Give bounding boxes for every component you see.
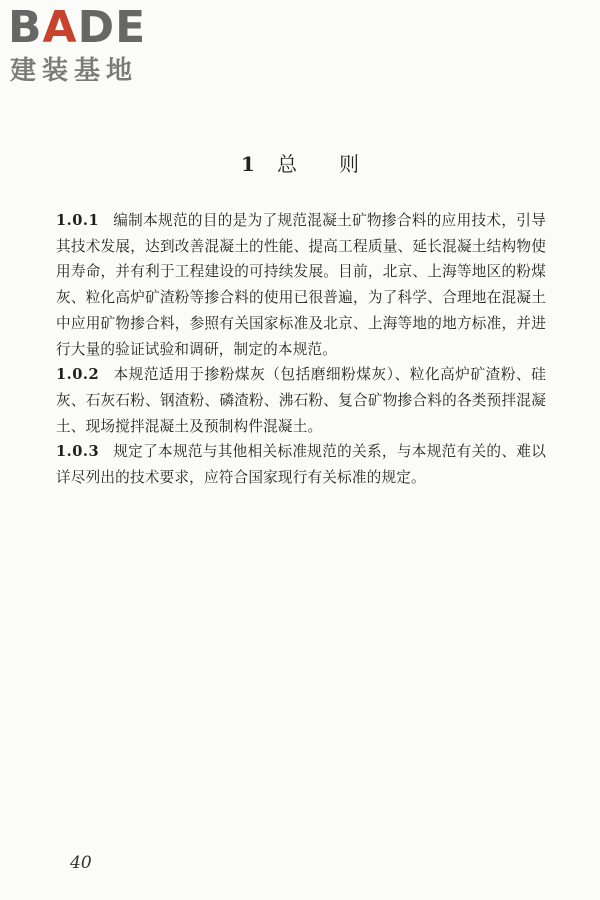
bade-logo (8, 4, 178, 88)
logo-subtitle: 建装基地 (10, 56, 139, 86)
logo-accent-letter: A (42, 2, 78, 53)
chapter-body (56, 208, 546, 491)
chapter-title-part2: 则 (338, 152, 359, 176)
chapter-number: 1 (241, 152, 255, 176)
chapter-title (0, 150, 600, 178)
clause-text: 本规范适用于掺粉煤灰（包括磨细粉煤灰）、粒化高炉矿渣粉、硅灰、石灰石粉、钢渣粉、磷渣粉、沸石粉、复合矿物掺合料的各类预拌混凝土、现场搅拌混凝土及预制构件混凝土。 (56, 366, 546, 435)
clause-1-0-2 (56, 362, 546, 439)
clause-number: 1.0.3 (56, 443, 100, 461)
chapter-title-part1: 总 (276, 152, 297, 176)
clause-text: 规定了本规范与其他相关标准规范的关系，与本规范有关的、难以详尽列出的技术要求，应符合国家现行有关标准的规定。 (56, 443, 546, 487)
page-number: 40 (70, 853, 92, 873)
logo-wordmark: BADE (8, 2, 147, 53)
clause-text: 编制本规范的目的是为了规范混凝土矿物掺合料的应用技术，引导其技术发展，达到改善混凝土的性能、提高工程质量、延长混凝土结构物使用寿命，并有利于工程建设的可持续发展。目前，北京、上海等地区的粉煤灰、粒化高炉矿渣粉等掺合料的使用已很普遍，为了科学、合理地在混凝土中应用矿物掺合料，参照有关国家标准及北京、上海等地的地方标准，并进行大量的验证试验和调研，制定的本规范。 (56, 212, 546, 358)
clause-number: 1.0.2 (56, 366, 100, 384)
clause-1-0-1 (56, 208, 546, 362)
clause-1-0-3 (56, 439, 546, 490)
clause-number: 1.0.1 (56, 212, 100, 229)
